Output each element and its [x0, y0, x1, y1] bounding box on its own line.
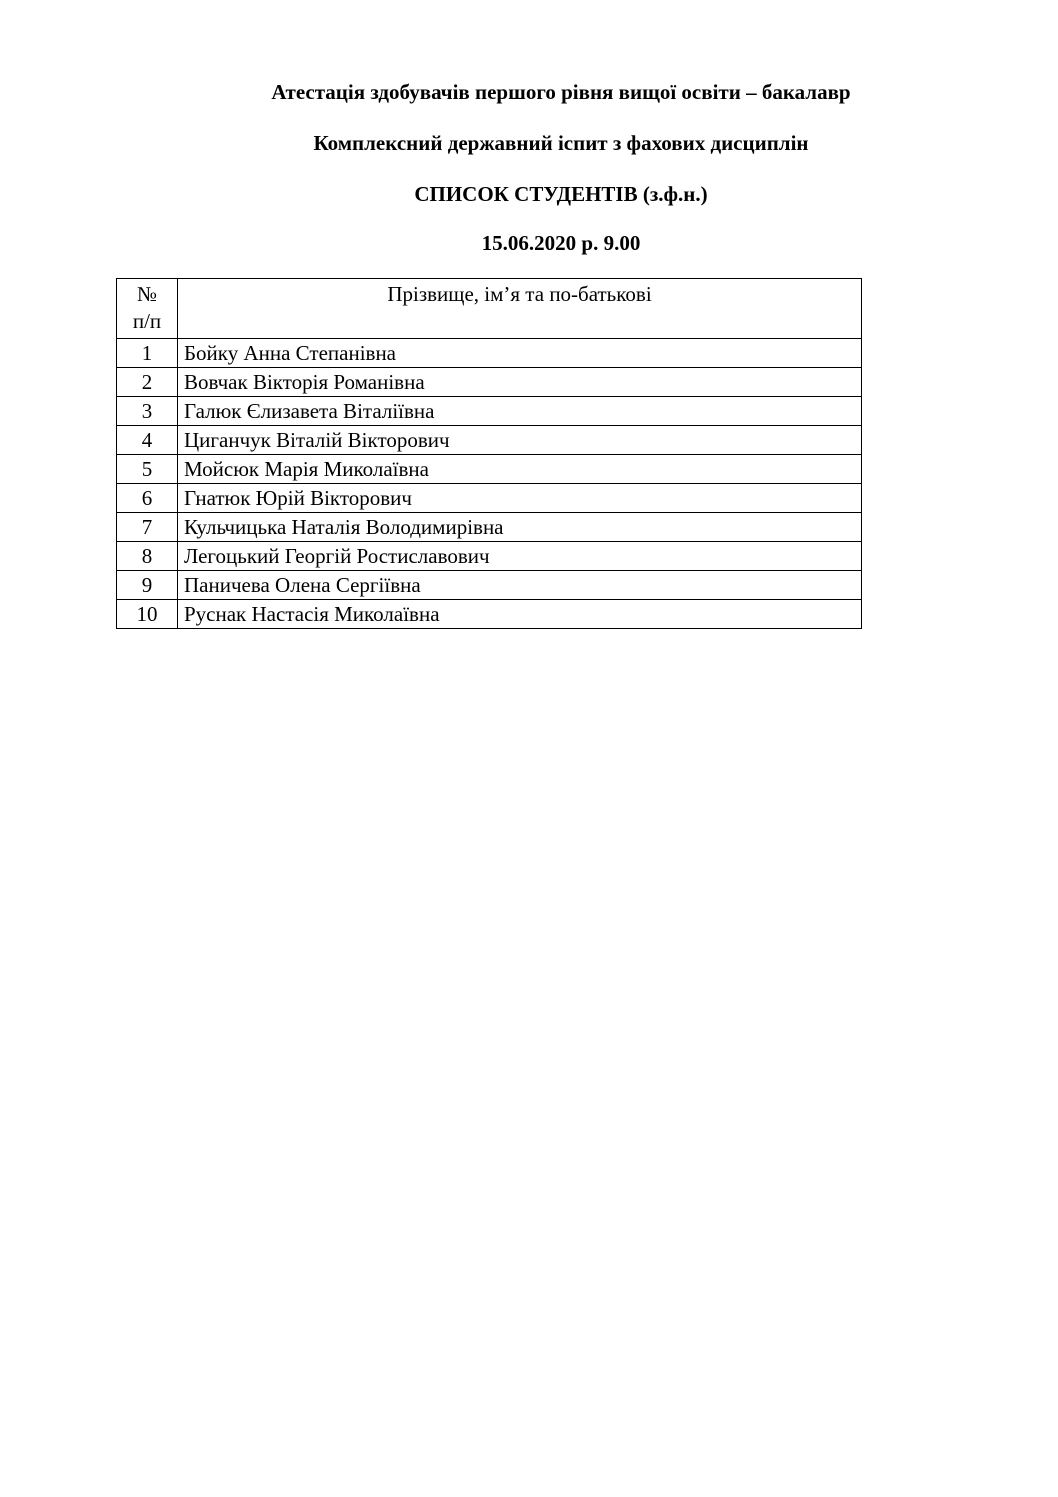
table-row: [117, 426, 862, 455]
row-number: 5: [117, 455, 178, 484]
row-name: Мойсюк Марія Миколаївна: [178, 455, 862, 484]
students-table: [116, 278, 862, 629]
table-row: [117, 397, 862, 426]
row-name: Легоцький Георгій Ростиславович: [178, 542, 862, 571]
table-row: [117, 571, 862, 600]
table-row: [117, 455, 862, 484]
table-row: [117, 368, 862, 397]
row-number: 1: [117, 339, 178, 368]
row-number: 3: [117, 397, 178, 426]
row-number: 7: [117, 513, 178, 542]
column-header-number-line2: п/п: [132, 309, 162, 333]
row-number: 2: [117, 368, 178, 397]
table-row: [117, 542, 862, 571]
row-name: Гнатюк Юрій Вікторович: [178, 484, 862, 513]
heading-student-list: СПИСОК СТУДЕНТІВ (з.ф.н.): [414, 182, 708, 206]
row-name: Паничева Олена Сергіївна: [178, 571, 862, 600]
heading-exam: Комплексний державний іспит з фахових дисциплін: [313, 131, 809, 155]
row-name: Руснак Настасія Миколаївна: [178, 600, 862, 629]
row-number: 4: [117, 426, 178, 455]
table-row: [117, 339, 862, 368]
row-name: Галюк Єлизавета Віталіївна: [178, 397, 862, 426]
row-number: 8: [117, 542, 178, 571]
table-row: [117, 484, 862, 513]
row-name: Кульчицька Наталія Володимирівна: [178, 513, 862, 542]
column-header-name: Прізвище, ім’я та по-батькові: [178, 279, 862, 339]
row-number: 10: [117, 600, 178, 629]
heading-attestation: Атестація здобувачів першого рівня вищої освіти – бакалавр: [271, 80, 851, 104]
row-name: Циганчук Віталій Вікторович: [178, 426, 862, 455]
table-row: [117, 513, 862, 542]
row-number: 6: [117, 484, 178, 513]
column-header-number-line1: №: [136, 282, 158, 306]
table-header-row: [117, 279, 862, 339]
row-name: Бойку Анна Степанівна: [178, 339, 862, 368]
row-number: 9: [117, 571, 178, 600]
column-header-number: [117, 279, 178, 339]
row-name: Вовчак Вікторія Романівна: [178, 368, 862, 397]
table-row: [117, 600, 862, 629]
heading-date-time: 15.06.2020 р. 9.00: [481, 231, 641, 255]
